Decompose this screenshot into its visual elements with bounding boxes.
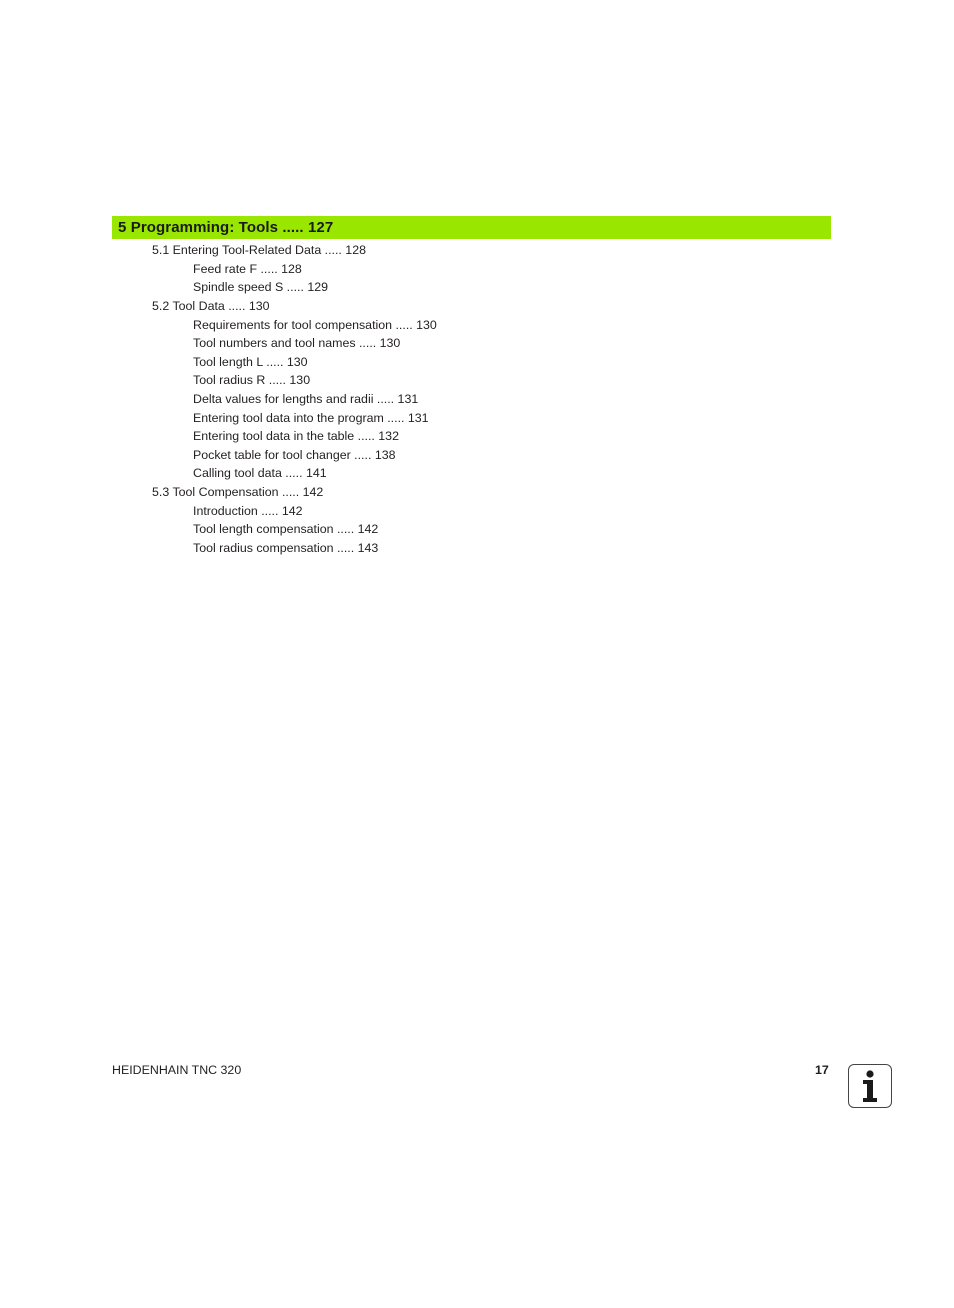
toc-item[interactable]: Tool numbers and tool names ..... 130 bbox=[193, 336, 401, 350]
toc-item[interactable]: Tool length L ..... 130 bbox=[193, 355, 308, 369]
toc-item[interactable]: Requirements for tool compensation ..... 130 bbox=[193, 318, 437, 332]
toc-section-5-3[interactable]: 5.3 Tool Compensation ..... 142 bbox=[152, 485, 324, 499]
toc-section-5-1[interactable]: 5.1 Entering Tool-Related Data ..... 128 bbox=[152, 243, 366, 257]
toc-section-5-2[interactable]: 5.2 Tool Data ..... 130 bbox=[152, 299, 270, 313]
info-icon bbox=[848, 1064, 892, 1108]
toc-item[interactable]: Spindle speed S ..... 129 bbox=[193, 280, 329, 294]
chapter-header-bar bbox=[112, 216, 831, 239]
toc-item[interactable]: Tool radius compensation ..... 143 bbox=[193, 541, 379, 555]
toc-item[interactable]: Introduction ..... 142 bbox=[193, 504, 303, 518]
info-glyph-icon bbox=[849, 1065, 891, 1107]
toc-item[interactable]: Feed rate F ..... 128 bbox=[193, 262, 302, 276]
toc-item[interactable]: Tool length compensation ..... 142 bbox=[193, 522, 379, 536]
toc-item[interactable]: Calling tool data ..... 141 bbox=[193, 466, 327, 480]
toc-item[interactable]: Entering tool data in the table ..... 132 bbox=[193, 429, 399, 443]
footer-product-title: HEIDENHAIN TNC 320 bbox=[112, 1063, 242, 1077]
toc-item[interactable]: Delta values for lengths and radii ..... 131 bbox=[193, 392, 419, 406]
toc-item[interactable]: Tool radius R ..... 130 bbox=[193, 373, 311, 387]
toc-item[interactable]: Pocket table for tool changer ..... 138 bbox=[193, 448, 396, 462]
toc-item[interactable]: Entering tool data into the program ..... 131 bbox=[193, 411, 429, 425]
page-number: 17 bbox=[815, 1063, 829, 1077]
chapter-title: 5 Programming: Tools ..... 127 bbox=[118, 219, 334, 236]
